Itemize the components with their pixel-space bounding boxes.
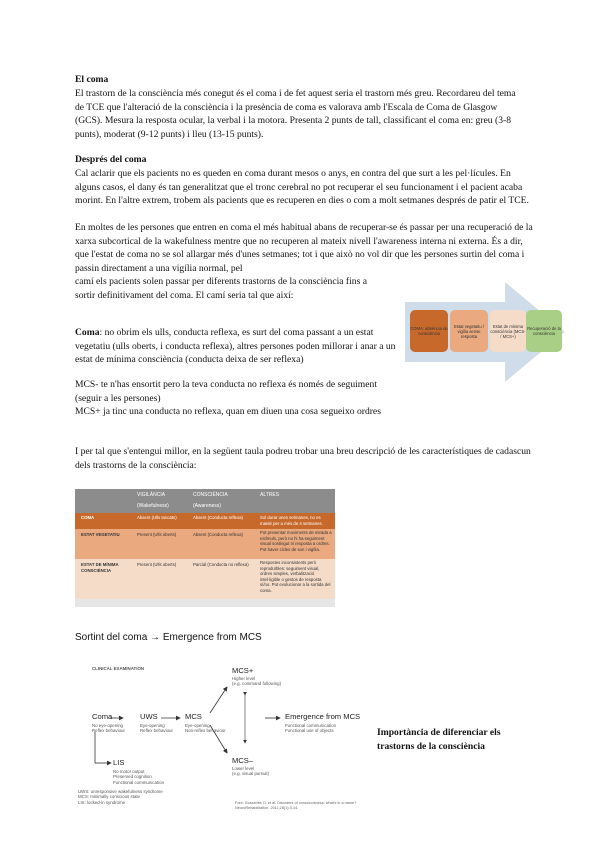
flow-box-2 [450, 310, 488, 352]
node-mcs: MCS [185, 712, 202, 721]
coma-sub-2: Reflex behaviour [92, 728, 125, 734]
importance-note: Importància de diferenciar els trastorns de la consciència [377, 727, 501, 752]
emf-sub-1: Functional communication [285, 723, 337, 728]
mcs-plus-sub-2: (e.g. command following) [232, 681, 282, 687]
citation-line-1: Font: Gosseries O. et al. Disorders of consciousness: what's in a name? [235, 801, 357, 805]
flow-box-1-label: COMA: absència de consciència [410, 326, 448, 336]
table-row-mcs [75, 559, 335, 599]
flow-box-4 [526, 310, 562, 352]
table-intro: I per tal que s'entengui millor, en la següent taula podreu trobar una breu descripció de les característiques de cadascun dels trastorns de la consciència: [75, 446, 531, 471]
row-mcs-vig: Present (Ulls oberts) [137, 562, 177, 567]
header-altres: ALTRES [260, 492, 280, 498]
row-vegetatiu-alt: Pot presentar moviments de mirada a estímuls, però no hi ha seguiment visual sostingut ni resposta a ordres. Pot haver cicles de son i vigília. [260, 530, 332, 552]
coma-heading: El coma [75, 74, 109, 85]
legend-uws: UWS: unresponsive wakefulness syndrome [78, 789, 163, 794]
node-mcs-minus: MCS– [232, 756, 254, 765]
table-row-vegetatiu [75, 529, 335, 559]
flow-box-2-label: Estat vegetatiu / vigília sense resposta [453, 323, 485, 339]
emergence-title: Sortint del coma → Emergence from MCS [75, 632, 262, 643]
despres-paragraph-2c: sortir definitivament del coma. El camí seria tal que així: [75, 290, 294, 301]
node-uws: UWS [140, 712, 158, 721]
row-mcs-con: Parcial (Conducta no reflexa) [193, 562, 249, 567]
row-coma-alt: Sol durar unes setmanes, no es manté per a més de 4 setmanes. [260, 515, 323, 526]
coma-sub-1: No eye-opening [92, 723, 124, 728]
coma-state-description [75, 326, 405, 367]
emf-sub-2: Functional use of objects [285, 728, 334, 734]
row-coma-vig: Absent (Ulls tancats) [137, 515, 177, 520]
flow-box-1 [410, 310, 448, 352]
node-emergence: Emergence from MCS [285, 712, 361, 721]
row-mcs-name: ESTAT DE MÍNIMA CONSCIÈNCIA [81, 562, 119, 573]
node-mcs-plus: MCS+ [232, 666, 254, 675]
mcs-minus-sub-2: (e.g. visual pursuit) [232, 771, 270, 777]
mcs-sub-1: Eye-opening [185, 723, 210, 728]
row-vegetatiu-name: ESTAT VEGETATIU [81, 532, 120, 537]
uws-sub-2: Reflex behaviour [140, 728, 173, 734]
mcs-plus-sub-1: Higher level [232, 676, 256, 681]
clinical-examination-label: CLINICAL EXAMINATION [92, 666, 145, 671]
despres-paragraph-1: Cal aclarir que els pacients no es queden en coma durant mesos o anys, en contra del que surt a les pel·lícules. En alguns casos, el dany és tan generalitzat que el tronc cerebral no pot recuperar el seu funcionament i el pacient acaba morint. En l'altre extrem, trobem als pacients que es recuperen en dies o com a molt setmanes després de patir el TCE. [75, 168, 529, 207]
node-mcs-sub [185, 723, 226, 734]
row-coma-con: Absent (Conducta reflexa) [193, 515, 243, 520]
row-mcs-alt: Respostes inconsistents però reproduïbles: seguiment visual, ordres simples, verbalització intel·ligible o gestos de resposta sí/no. Pot evolucionar a la sortida del coma. [260, 560, 331, 593]
citation-line-2: NeuroRehabilitation. 2011;28(1):3-14. [235, 805, 299, 810]
coma-paragraph: El trastorn de la consciència més conegut és el coma i de fet aquest seria el trastorn més greu. Recordareu del tema de TCE que l'alteració de la consciència i la presència de coma es valorava amb l'Escala de Coma de Glasgow (GCS). Mesura la resposta ocular, la verbal i la motora. Presenta 2 punts de tall, classificant el coma en: greu (3-8 punts), moderat (9-12 punts) i lleu (13-15 punts). [75, 88, 516, 140]
table-row-coma [75, 513, 335, 529]
lis-sub-3: Functional communication [113, 779, 165, 785]
diagram-citation [235, 801, 356, 811]
mcs-minus-description: MCS- te n'has ensortit pero la teva conducta no reflexa és només de seguiment (seguir a les persones) [75, 379, 377, 404]
flow-box-3 [490, 310, 526, 352]
node-mcs-minus-sub [232, 766, 269, 777]
row-vegetatiu-con: Absent (Conducta reflexa) [193, 532, 243, 537]
mcs-plus-description: MCS+ ja tinc una conducta no reflexa, quan em diuen una cosa segueixo ordres [75, 406, 381, 417]
uws-sub-1: Eye-opening [140, 723, 165, 728]
subheader-awareness: (Awareness) [193, 503, 221, 509]
despres-heading: Després del coma [75, 154, 147, 165]
coma-state-text: : no obrim els ulls, conducta reflexa, es surt del coma passant a un estat vegetatiu (ulls oberts, i conducta reflexa), altres persones poden millorar i anar a un estat de mínima consciència (conducta deixa de ser reflexa) [75, 327, 396, 366]
row-vegetatiu-vig: Present (Ulls oberts) [137, 532, 177, 537]
diagram-legend [78, 789, 163, 805]
node-emergence-sub [285, 723, 336, 734]
coma-state-label: Coma [75, 327, 100, 338]
subheader-wakefulness: (Wakefulness) [137, 503, 169, 509]
legend-lis: LIS: locked-in syndrome [78, 799, 126, 805]
table-header [75, 489, 335, 513]
lis-sub-2: Preserved cognition [113, 774, 152, 780]
node-uws-sub [140, 723, 173, 734]
row-coma-name: COMA [81, 515, 95, 520]
consciousness-disorders-table [75, 489, 335, 607]
header-vigilancia: VIGILÀNCIA [137, 492, 166, 498]
lis-sub-1: No motor output [113, 769, 145, 774]
despres-paragraph-2b: camí els pacients solen passar per diferents trastorns de la consciència fins a [75, 276, 367, 287]
flow-box-3-label: Estat de mínima consciència (MCS- / MCS+) [490, 323, 526, 339]
arrow-mcs-plus [210, 687, 227, 713]
legend-mcs: MCS: minimally conscious state [78, 794, 140, 800]
mcs-sub-2: Non-reflex behaviour [185, 728, 226, 734]
flow-box-4-label: Recuperació de la consciència [527, 326, 561, 336]
header-consciencia: CONSCIÈNCIA [193, 492, 228, 498]
mcs-minus-sub-1: Lower level [232, 766, 255, 771]
node-mcs-plus-sub [232, 676, 281, 687]
node-coma: Coma [92, 712, 113, 721]
node-lis: LIS [113, 758, 125, 767]
node-lis-sub [113, 769, 164, 785]
node-coma-sub [92, 723, 125, 734]
despres-paragraph-2: En moltes de les persones que entren en coma el més habitual abans de recuperar-se és passar per una recuperació de la xarxa subcortical de la wakefulness mentre que no recuperen al mateix nivell l'awareness interna ni externa. És a dir, que l'estat de coma no se sol allargar més d'unes setmanes; tot i que això no vol dir que les persones surtin del coma i passin directament a una vigília normal, pel [75, 222, 533, 274]
